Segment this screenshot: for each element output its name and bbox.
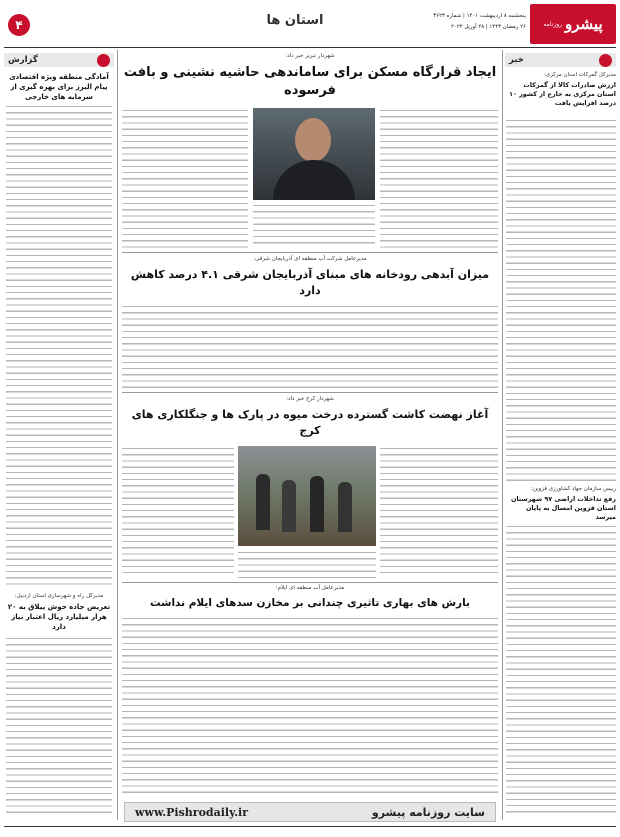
- right-kicker-1: مدیرکل گمرکات استان مرکزی:: [543, 72, 616, 78]
- story3-headline: آغاز نهضت کاشت گسترده درخت میوه در پارک ها و جنگلکاری های کرج: [131, 408, 489, 437]
- brand-logo-small: روزنامه: [543, 20, 563, 28]
- story3-body-right: [380, 446, 498, 578]
- report-badge-icon: [97, 54, 110, 67]
- story1-kicker: شهردار تبریز خبر داد:: [285, 53, 335, 59]
- story2-headline: میزان آبدهی رودخانه های مبنای آذربایجان شرقی ۴.۱ درصد کاهش دارد: [130, 268, 490, 297]
- bottom-rule: [4, 826, 616, 827]
- story4-body: [122, 616, 498, 796]
- portrait-head-shape: [295, 118, 331, 162]
- story1-photo: [253, 108, 375, 200]
- story3-body-left: [122, 446, 234, 578]
- left-col-header: [4, 53, 114, 67]
- right-body-2: [506, 524, 616, 814]
- left-body-2: [6, 636, 112, 814]
- footer-site-url[interactable]: www.Pishrodaily.ir: [135, 805, 249, 819]
- right-col-header-title: خبر: [509, 55, 524, 65]
- page-number: ۴: [15, 18, 23, 32]
- right-headline-2: رفع تداخلات اراضی ۹۷ شهرستان استان قزوین امسال به پایان میرسد: [510, 495, 616, 521]
- left-headline-2: تعریض جاده خوش ییلاق به ۲۰ هزار میلیارد ریال اعتبار نیاز دارد: [7, 603, 111, 631]
- story2-body: [122, 304, 498, 388]
- date-line-2: ۲۶ رمضان ۱۴۴۳ | ۲۸ آوریل ۲۰۲۲: [451, 24, 526, 30]
- story1-body-left: [122, 108, 248, 248]
- date-line-1: پنجشنبه ۸ اردیبهشت ۱۴۰۱ | شماره ۳۶۲۳: [433, 13, 526, 19]
- top-rule: [4, 47, 616, 48]
- left-col-divider: [117, 50, 118, 820]
- left-kicker-2: مدیرکل راه و شهرسازی استان اردبیل:: [14, 593, 104, 599]
- photo-figure-1: [256, 474, 270, 530]
- page-number-badge: [8, 14, 30, 36]
- portrait-suit-shape: [273, 160, 355, 200]
- brand-logo-text: پیشرو: [565, 15, 603, 33]
- photo-figure-3: [310, 476, 324, 532]
- top-bar: [0, 0, 620, 46]
- story3-kicker: شهردار کرج خبر داد:: [286, 396, 334, 402]
- story4-headline: بارش های بهاری تاثیری چندانی بر مخازن سدهای ایلام نداشت: [150, 597, 470, 609]
- story1-headline: ایجاد قرارگاه مسکن برای ساماندهی حاشیه نشینی و بافت فرسوده: [123, 65, 497, 98]
- right-headline-1: ارزش صادرات کالا از گمرکات استان مرکزی به خارج از کشور ۱۰ درصد افزایش یافت: [509, 81, 616, 107]
- photo-figure-2: [282, 480, 296, 532]
- story2-kicker: مدیرعامل شرکت آب منطقه ای آذربایجان شرقی:: [253, 256, 367, 262]
- story1-body-right: [380, 108, 498, 248]
- story3-photo-caption: [238, 550, 376, 578]
- right-body-1: [506, 118, 616, 482]
- story2-bottom-rule: [122, 392, 498, 393]
- story3-photo: [238, 446, 376, 546]
- left-headline-1: آمادگی منطقه ویژه اقتصادی پیام البرز برای بهره گیری از سرمایه های خارجی: [9, 73, 109, 101]
- right-kicker-2: رییس سازمان جهاد کشاورزی قزوین:: [531, 486, 616, 492]
- story4-kicker: مدیرعامل آب منطقه ای ایلام:: [275, 585, 345, 591]
- photo-figure-4: [338, 482, 352, 532]
- brand-logo: [530, 4, 616, 44]
- right-col-divider: [502, 50, 503, 820]
- footer-banner: [124, 802, 496, 822]
- story1-photo-caption: [253, 203, 375, 245]
- right-col-header: [505, 53, 616, 67]
- footer-site-label: سایت روزنامه پیشرو: [371, 805, 485, 819]
- left-col-header-title: گزارش: [8, 55, 38, 65]
- news-badge-icon: [599, 54, 612, 67]
- story1-bottom-rule: [122, 252, 498, 253]
- left-body-1: [6, 104, 112, 588]
- section-title: استان ها: [266, 13, 324, 28]
- story3-bottom-rule: [122, 582, 498, 583]
